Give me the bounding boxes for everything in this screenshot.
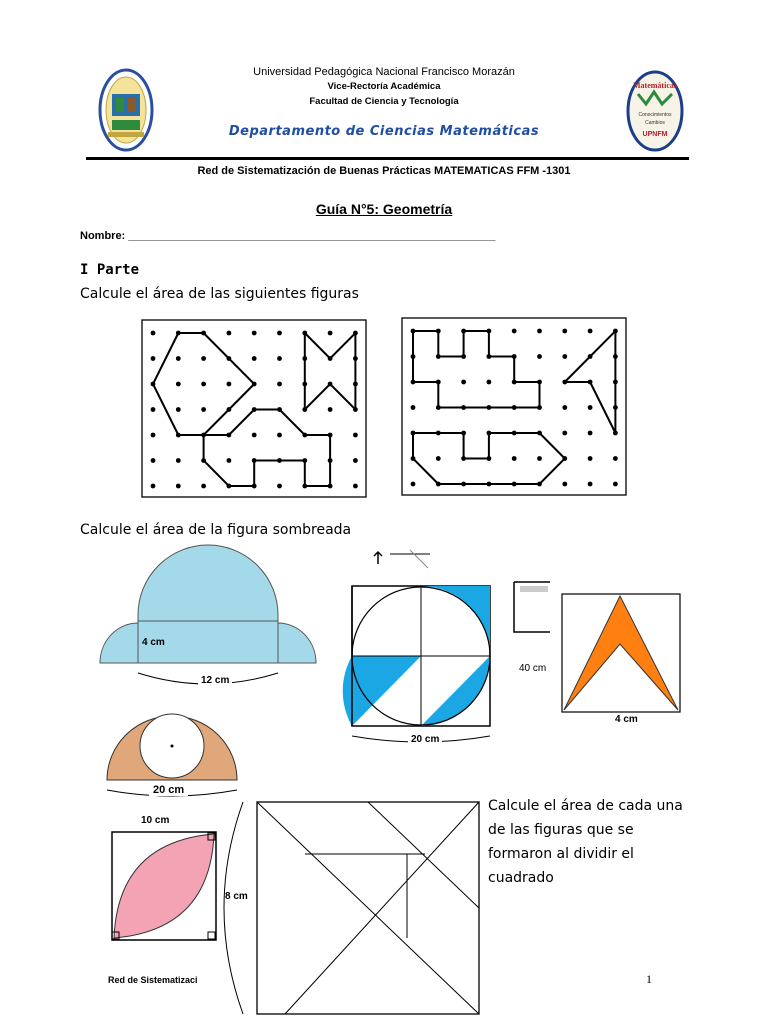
grid-dot <box>176 484 181 489</box>
grid-dot <box>151 433 156 438</box>
dot-grid-left <box>141 319 367 498</box>
grid-dot <box>227 484 232 489</box>
grid-dot <box>227 356 232 361</box>
dot-grid-right <box>401 317 627 496</box>
grid-dot <box>201 331 206 336</box>
grid-dot <box>227 433 232 438</box>
grid-dot <box>277 356 282 361</box>
grid-dot <box>461 380 466 385</box>
grid-dot <box>277 382 282 387</box>
grid-dot <box>588 482 593 487</box>
grid-dot <box>562 329 567 334</box>
grid-dot <box>201 433 206 438</box>
grid-dot <box>176 407 181 412</box>
tangram-text-3: formaron al dividir el <box>488 846 634 862</box>
grid-dot <box>588 405 593 410</box>
grid-dot <box>328 382 333 387</box>
grid-dot <box>302 458 307 463</box>
dome-height-label: 4 cm <box>142 637 165 648</box>
grid-dot <box>512 482 517 487</box>
grid-dot <box>227 331 232 336</box>
grid-dot <box>302 356 307 361</box>
grid-dot <box>562 456 567 461</box>
side-length-label: 40 cm <box>519 663 547 674</box>
grid-dot <box>562 354 567 359</box>
grid-dot <box>302 382 307 387</box>
grid-dot <box>411 482 416 487</box>
grid-dot <box>613 456 618 461</box>
grid-dot <box>461 456 466 461</box>
grid-dot <box>537 380 542 385</box>
semicircle-figure <box>105 712 240 812</box>
grid-dot <box>487 380 492 385</box>
bracket-shape <box>512 580 552 638</box>
grid-dot <box>537 482 542 487</box>
grid-dot <box>353 356 358 361</box>
grid-dot <box>512 380 517 385</box>
vice-rectory: Vice-Rectoría Académica <box>327 81 441 92</box>
tangram-text-4: cuadrado <box>488 870 554 886</box>
grid-dot <box>252 484 257 489</box>
leaf-figure <box>110 830 220 945</box>
grid-dot <box>353 433 358 438</box>
grid-dot <box>176 433 181 438</box>
grid-dot <box>436 431 441 436</box>
grid-dot <box>201 407 206 412</box>
dome-figure <box>98 555 358 695</box>
grid-dot <box>353 458 358 463</box>
grid-dot <box>436 380 441 385</box>
square-circle-figure <box>350 548 500 748</box>
semicircle-width-label: 20 cm <box>149 784 188 796</box>
grid-dot <box>512 431 517 436</box>
math-logo-sub1: Conocimientos <box>638 112 672 118</box>
grid-dot <box>411 431 416 436</box>
grid-dot <box>436 482 441 487</box>
grid-dot <box>537 405 542 410</box>
grid-dot <box>487 482 492 487</box>
grid-dot <box>353 382 358 387</box>
grid-dot <box>151 407 156 412</box>
guide-title: Guía N°5: Geometría <box>315 201 453 217</box>
square-width-label: 20 cm <box>408 734 442 745</box>
grid-dot <box>151 331 156 336</box>
grid-dot <box>512 456 517 461</box>
grid-dot <box>151 458 156 463</box>
grid-dot <box>328 433 333 438</box>
grid-dot <box>411 380 416 385</box>
grid-dot <box>613 405 618 410</box>
header-divider <box>86 157 689 160</box>
grid-dot <box>252 382 257 387</box>
math-logo-title: Matemáticas <box>633 81 677 90</box>
grid-dot <box>461 482 466 487</box>
grid-dot <box>328 356 333 361</box>
grid-dot <box>588 456 593 461</box>
grid-dot <box>461 405 466 410</box>
grid-dot <box>252 407 257 412</box>
grid-dot <box>151 484 156 489</box>
grid-dot <box>201 458 206 463</box>
grid-dot <box>613 329 618 334</box>
grid-dot <box>487 456 492 461</box>
grid-dot <box>277 458 282 463</box>
grid-dot <box>302 433 307 438</box>
grid-dot <box>461 431 466 436</box>
grid-dot <box>537 431 542 436</box>
grid-dot <box>277 407 282 412</box>
grid-dot <box>461 354 466 359</box>
grid-dot <box>588 329 593 334</box>
grid-dot <box>151 356 156 361</box>
grid-dot <box>328 458 333 463</box>
grid-dot <box>562 431 567 436</box>
grid-dot <box>176 356 181 361</box>
grid-dot <box>201 356 206 361</box>
footer-text: Red de Sistematizaci <box>108 975 198 985</box>
grid-dot <box>302 484 307 489</box>
grid-dot <box>176 382 181 387</box>
grid-dot <box>588 380 593 385</box>
faculty: Facultad de Ciencia y Tecnología <box>309 96 459 107</box>
name-label: Nombre: <box>80 230 126 242</box>
grid-dot <box>201 382 206 387</box>
arrow-figure <box>560 592 684 722</box>
grid-dot <box>613 431 618 436</box>
grid-dot <box>588 354 593 359</box>
part-heading: I Parte <box>80 262 140 278</box>
grid-dot <box>461 329 466 334</box>
math-logo-sub2: Cambios <box>645 120 665 126</box>
grid-dot <box>151 382 156 387</box>
grid-dot <box>436 405 441 410</box>
grid-dot <box>176 331 181 336</box>
tangram-text-2: de las figuras que se <box>488 822 634 838</box>
grid-dot <box>537 456 542 461</box>
grid-dot <box>613 482 618 487</box>
department: Departamento de Ciencias Matemáticas <box>228 124 540 139</box>
grid-dot <box>537 354 542 359</box>
tangram-instructions <box>488 794 683 890</box>
grid-dot <box>562 380 567 385</box>
grid-dot <box>252 458 257 463</box>
grid-dot <box>512 354 517 359</box>
grid-dot <box>252 331 257 336</box>
tangram-text-1: Calcule el área de cada una <box>488 798 683 814</box>
grid-dot <box>487 329 492 334</box>
network-title: Red de Sistematización de Buenas Prácticas MATEMATICAS FFM -1301 <box>197 165 571 177</box>
instruction-shaded: Calcule el área de la figura sombreada <box>80 522 352 538</box>
grid-dot <box>613 380 618 385</box>
grid-dot <box>252 433 257 438</box>
grid-dot <box>613 354 618 359</box>
grid-dot <box>411 354 416 359</box>
grid-dot <box>227 458 232 463</box>
grid-dot <box>328 407 333 412</box>
grid-dot <box>562 482 567 487</box>
grid-dot <box>436 456 441 461</box>
grid-dot <box>302 407 307 412</box>
grid-dot <box>353 331 358 336</box>
grid-dot <box>328 331 333 336</box>
grid-dot <box>353 484 358 489</box>
dome-width-label: 12 cm <box>198 675 232 686</box>
name-line: ____________________________________________________________ <box>128 230 496 242</box>
grid-dot <box>588 431 593 436</box>
tangram-figure <box>225 798 487 1018</box>
grid-dot <box>302 331 307 336</box>
arrow-width-label: 4 cm <box>612 714 641 725</box>
grid-dot <box>411 329 416 334</box>
grid-dot <box>227 407 232 412</box>
grid-dot <box>537 329 542 334</box>
grid-dot <box>277 433 282 438</box>
grid-dot <box>487 431 492 436</box>
grid-dot <box>227 382 232 387</box>
grid-dot <box>512 329 517 334</box>
leaf-width-label: 10 cm <box>141 815 170 826</box>
math-logo-sub3: UPNFM <box>642 131 668 138</box>
university-name: Universidad Pedagógica Nacional Francisco Morazán <box>253 66 515 78</box>
grid-dot <box>436 354 441 359</box>
instruction-areas: Calcule el área de las siguientes figuras <box>80 286 359 302</box>
grid-dot <box>201 484 206 489</box>
tangram-height-label: 8 cm <box>225 891 248 902</box>
grid-dot <box>411 456 416 461</box>
grid-dot <box>436 329 441 334</box>
grid-dot <box>328 484 333 489</box>
grid-dot <box>487 405 492 410</box>
name-field <box>80 230 495 242</box>
grid-dot <box>487 354 492 359</box>
grid-dot <box>353 407 358 412</box>
grid-dot <box>176 458 181 463</box>
grid-dot <box>411 405 416 410</box>
grid-dot <box>562 405 567 410</box>
grid-dot <box>252 356 257 361</box>
grid-dot <box>277 331 282 336</box>
grid-dot <box>512 405 517 410</box>
grid-dot <box>277 484 282 489</box>
page-number: 1 <box>646 972 652 986</box>
